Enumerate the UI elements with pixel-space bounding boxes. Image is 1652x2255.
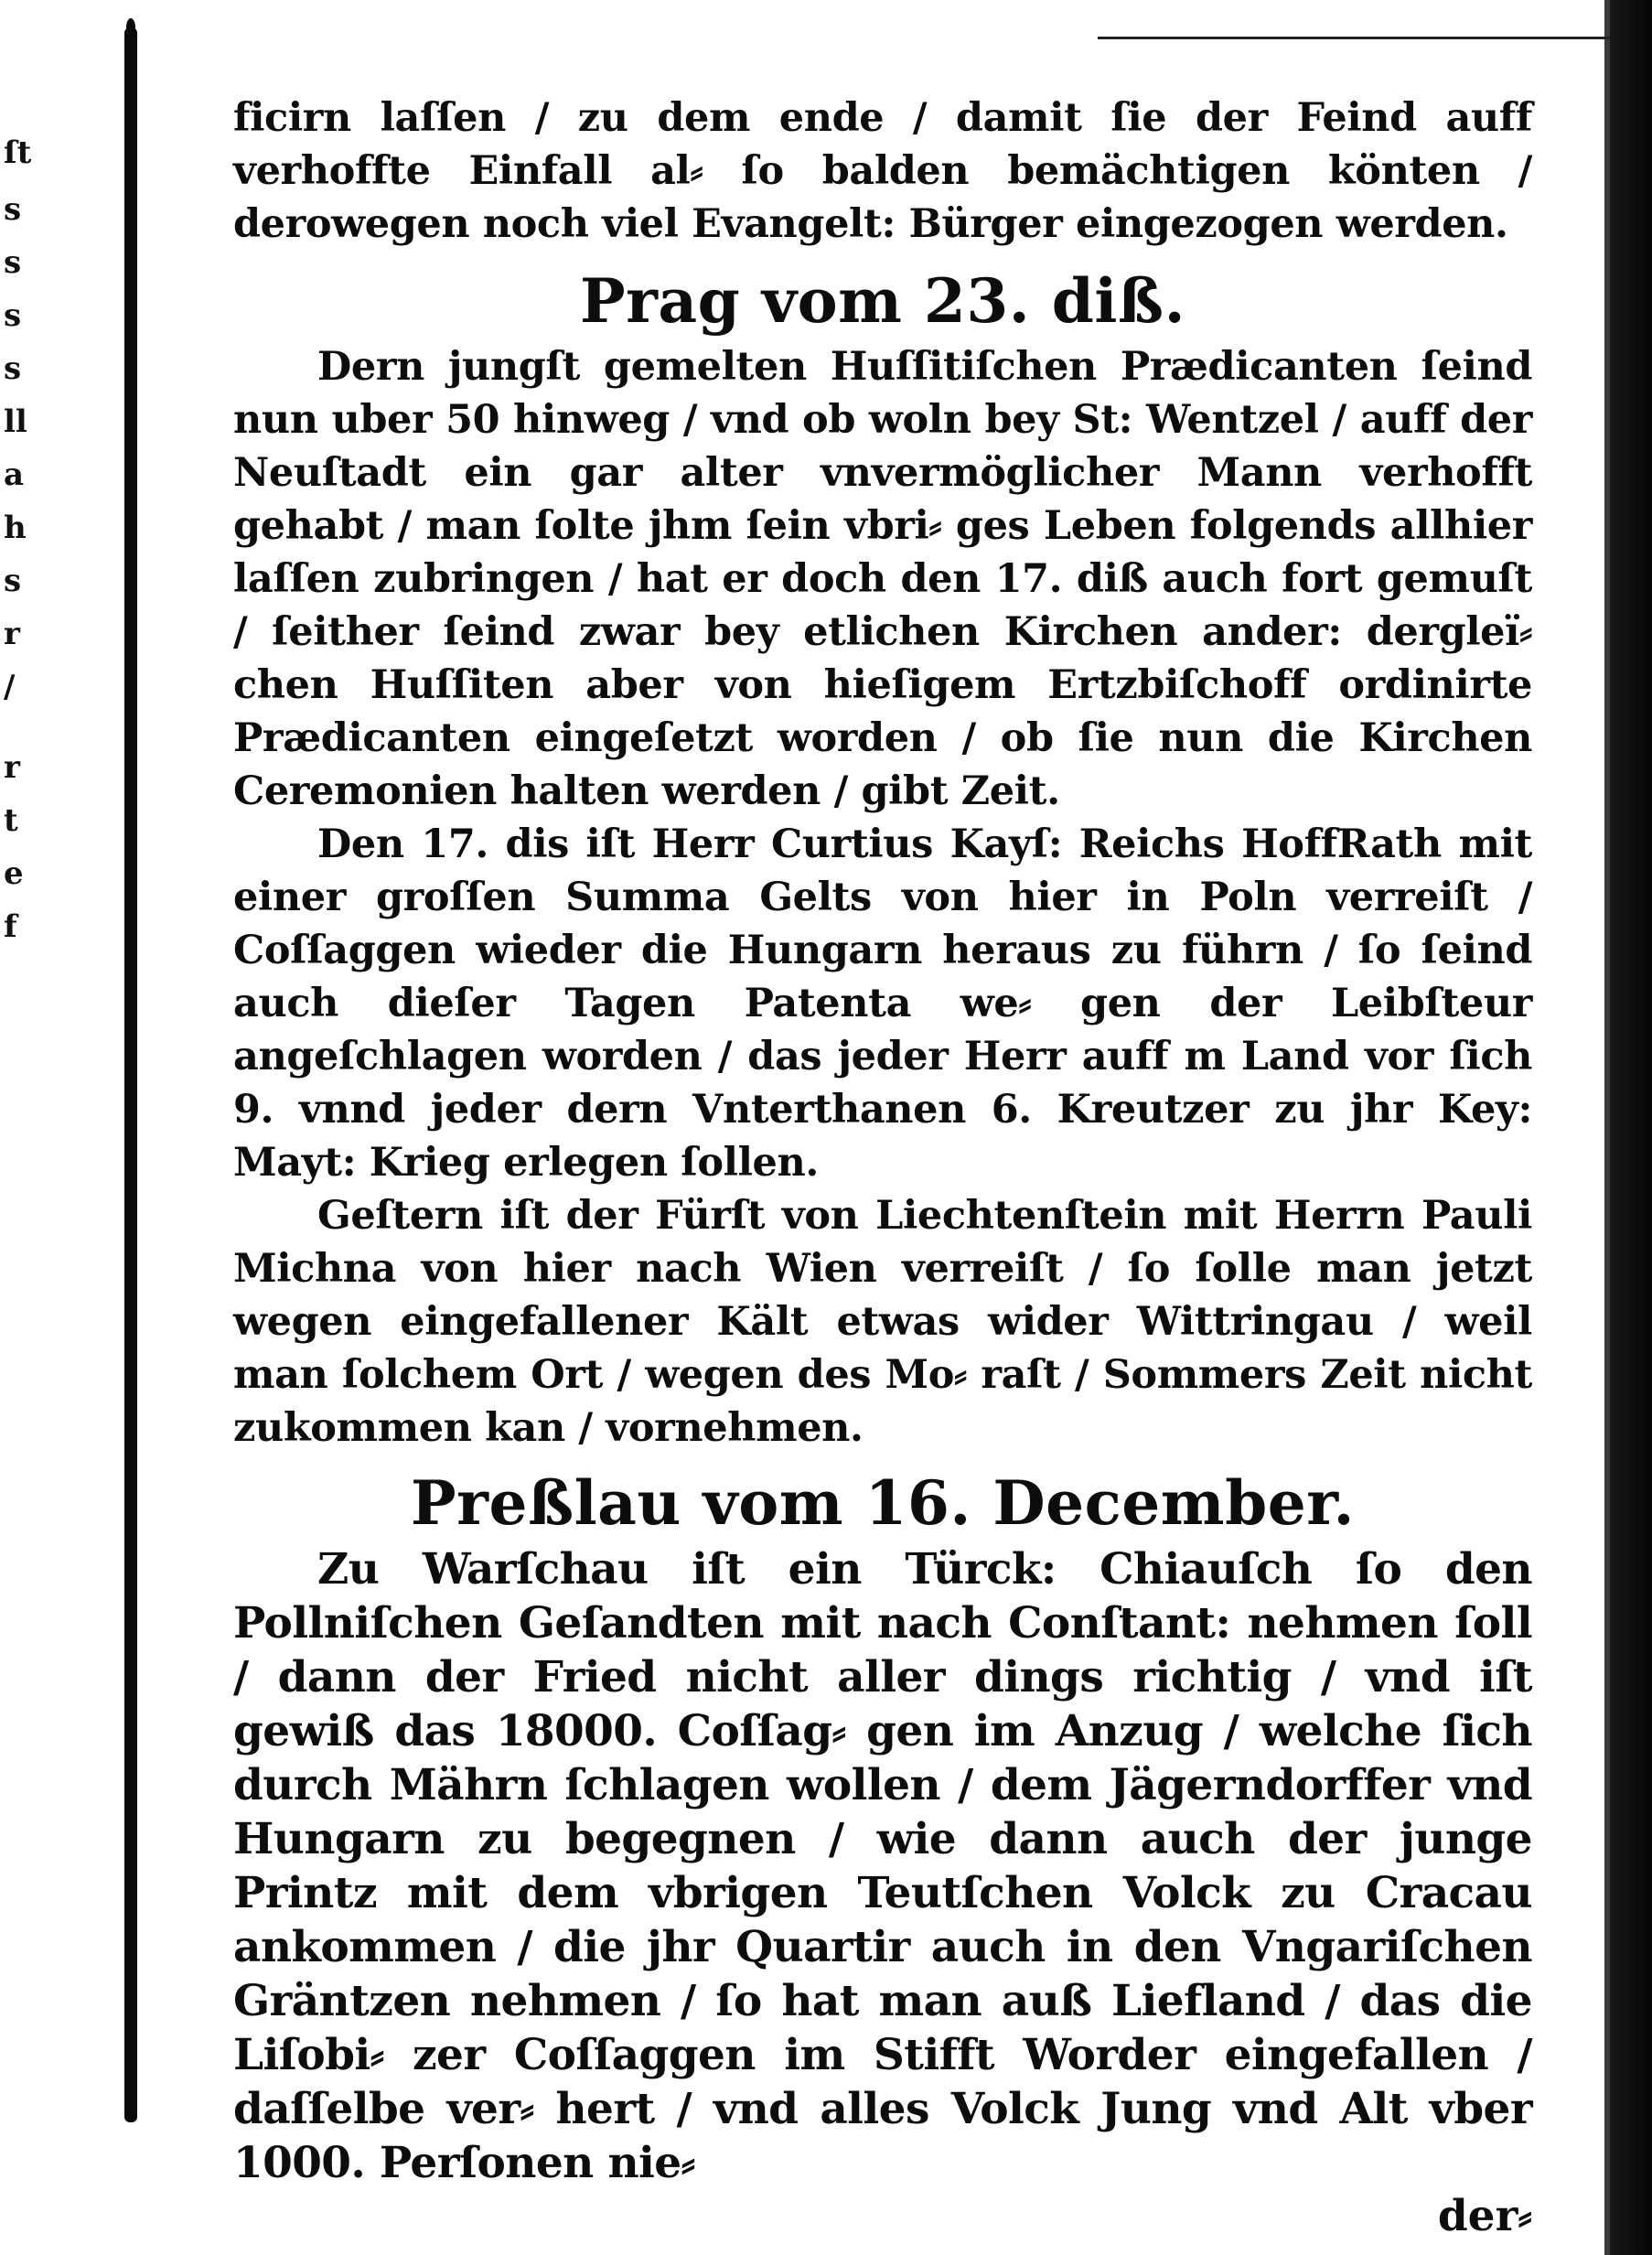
margin-fragment: a bbox=[4, 456, 25, 493]
margin-fragment: r bbox=[4, 749, 20, 786]
prag-paragraph-2: Den 17. dis iſt Herr Curtius Kayſ: Reichs HoffRath mit einer groſſen Summa Gelts von hier in Poln verreiſt / Coſſaggen wieder die Hungarn heraus zu führn / ſo ſeind auch dieſer Tagen Patenta we⸗ gen der Leibſteur angeſchlagen worden / das jeder Herr auff m Land vor ſich 9. vnnd jeder dern Vnterthanen 6. Kreutzer zu jhr Key: Mayt: Krieg erlegen ſollen. bbox=[233, 821, 1532, 1186]
margin-fragment: s bbox=[4, 563, 22, 599]
margin-fragment: f bbox=[4, 908, 17, 945]
margin-fragment: s bbox=[4, 244, 22, 281]
presslau-paragraph-1: Zu Warſchau iſt ein Türck: Chiauſch ſo den Pollniſchen Geſandten mit nach Conſtant: nehmen ſoll / dann der Fried nicht aller dings richtig / vnd iſt gewiß das 18000. Coſſag⸗ gen im Anzug / welche ſich durch Mährn ſchlagen wollen / dem Jägerndorffer vnd Hungarn zu begegnen / wie dann auch der junge Printz mit dem vbrigen Teutſchen Volck zu Cracau ankommen / die jhr Quartir auch in den Vngariſchen Gräntzen nehmen / ſo hat man auß Liefland / das die Liſobi⸗ zer Coſſaggen im Stifft Worder eingefallen / daſſelbe ver⸗ hert / vnd alles Volck Jung vnd Alt vber 1000. Perſonen nie⸗ bbox=[233, 1544, 1532, 2188]
margin-fragment: h bbox=[4, 510, 27, 546]
margin-fragment: e bbox=[4, 855, 24, 892]
margin-fragment: s bbox=[4, 297, 22, 334]
binding-margin bbox=[0, 134, 37, 1052]
prag-paragraph-1: Dern jungſt gemelten Huſſitiſchen Prædicanten ſeind nun uber 50 hinweg / vnd ob woln bey St: Wentzel / auff der Neuſtadt ein gar alter vnvermöglicher Mann verhofft gehabt / man ſolte jhm ſein vbri⸗ ges Leben folgends allhier laſſen zubringen / hat er doch den 17. diß auch fort gemuſt / ſeither ſeind zwar bey etlichen Kirchen ander: dergleï⸗ chen Huſſiten aber von hieſigem Ertzbiſchoff ordinirte Prædicanten eingeſetzt worden / ob ſie nun die Kirchen Ceremonien halten werden / gibt Zeit. bbox=[233, 344, 1532, 814]
section-heading-prag: Prag vom 23. diß. bbox=[579, 265, 1186, 337]
margin-fragment: s bbox=[4, 191, 22, 228]
catchword: der⸗ bbox=[1437, 2191, 1532, 2241]
prag-paragraph-3: Geſtern iſt der Fürſt von Liechtenſtein mit Herrn Pauli Michna von hier nach Wien verreiſt / ſo ſolle man jetzt wegen eingefallener Kält etwas wider Wittringau / weil man ſolchem Ort / wegen des Mo⸗ raſt / Sommers Zeit nicht zukommen kan / vornehmen. bbox=[233, 1193, 1532, 1451]
margin-fragment: t bbox=[4, 802, 18, 839]
page-rule bbox=[124, 27, 137, 2122]
scan-edge-band bbox=[1604, 0, 1652, 2255]
page-text bbox=[233, 91, 1532, 2243]
margin-fragment: ll bbox=[4, 403, 27, 440]
margin-fragment: r bbox=[4, 616, 20, 652]
scan-top-rule bbox=[1098, 37, 1610, 39]
margin-fragment: s bbox=[4, 350, 22, 387]
continuation-paragraph: ficirn laſſen / zu dem ende / damit ſie der Feind auff verhoffte Einfall al⸗ ſo balden bemächtigen könten / derowegen noch viel Evangelt: Bürger eingezogen werden. bbox=[233, 95, 1532, 247]
margin-fragment: ſt bbox=[4, 134, 32, 171]
section-heading-presslau: Preßlau vom 16. December. bbox=[411, 1467, 1355, 1539]
margin-fragment: / bbox=[4, 669, 16, 705]
